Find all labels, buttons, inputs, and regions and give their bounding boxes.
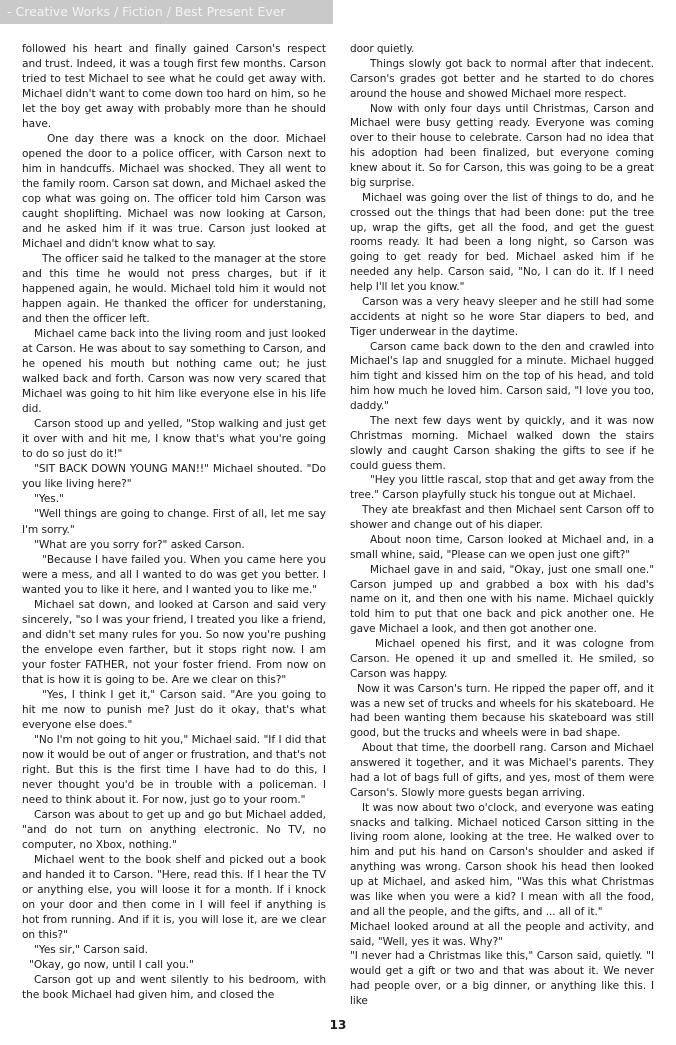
page-number: 13 xyxy=(329,1018,347,1032)
paragraph: followed his heart and finally gained Carson's respect and trust. Indeed, it was a tough first few months. Carson tried to test Michael to see what he could get away with. Michael didn't want to come down too hard on him, so he let the boy get away with probably more than he should have. xyxy=(22,43,326,131)
paragraph: "Hey you little rascal, stop that and get away from the tree." Carson playfully stuck his tongue out at Michael. xyxy=(350,474,654,502)
paragraph: Carson was about to get up and go but Michael added, "and do not turn on anything electronic. No TV, no computer, no Xbox, nothing." xyxy=(22,808,326,851)
paragraph: Michael opened his first, and it was cologne from Carson. He opened it up and smelled it. He smiled, so Carson was happy. xyxy=(350,638,654,680)
paragraph: "Yes sir," Carson said. xyxy=(34,943,148,956)
paragraph: Michael sat down, and looked at Carson and said very sincerely, "so I was your friend, I treated you like a friend, and didn't set many rules for you. So now you're pushing the envelope even farther, but it stops right now. I am your foster FATHER, not your foster friend. From now on that is how it is going to be. Are we clear on this?" xyxy=(22,598,326,686)
paragraph: "Yes." xyxy=(34,493,64,506)
breadcrumb[interactable]: - Creative Works / Fiction / Best Present Ever xyxy=(0,0,333,24)
paragraph: It was now about two o'clock, and everyone was eating snacks and talking. Michael noticed Carson sitting in the living room alone, looking at the tree. He walked over to him and put his hand on Carson's shoulder and asked if anything was wrong. Carson shook his head then looked up at Michael, and asked him, "Was this what Christmas was like when you were a kid? I mean with all the food, and all the people, and the gifts, and ... all of it." xyxy=(350,801,654,918)
paragraph: About noon time, Carson looked at Michael and, in a small whine, said, "Please can we open just one gift?" xyxy=(350,533,654,561)
paragraph: About that time, the doorbell rang. Carson and Michael answered it together, and it was Michael's parents. They had a lot of bags full of gifts, and yes, most of them were Carson's. Slowly more guests began arriving. xyxy=(350,742,654,799)
paragraph: "No I'm not going to hit you," Michael said. "If I did that now it would be out of anger or frustration, and that's not right. But this is the first time I have had to do this, I never thought you'd be in trouble with a policeman. I need to think about it. For now, just go to your room." xyxy=(22,733,326,806)
paragraph: "Well things are going to change. First of all, let me say I'm sorry." xyxy=(22,508,326,536)
paragraph: Michael came back into the living room and just looked at Carson. He was about to say something to Carson, and he opened his mouth but nothing came out; he just walked back and forth. Carson was now very scared that Michael was going to hit him like everyone else in his life did. xyxy=(22,328,326,416)
paragraph: Michael was going over the list of things to do, and he crossed out the things that had been done: put the tree up, wrap the gifts, get all the food, and get the guest rooms ready. It had been a long night, so Carson was going to get ready for bed. Michael asked him if he needed any help. Carson said, "No, I can do it. If I need help I'll let you know." xyxy=(350,191,654,293)
paragraph: Now with only four days until Christmas, Carson and Michael were busy getting ready. Everyone was coming over to their house to celebrate. Carson had no idea that his adoption had been finalized, but everyone coming knew about it. So for Carson, this was going to be a great big surprise. xyxy=(350,102,654,189)
paragraph: Carson was a very heavy sleeper and he still had some accidents at night so he wore Star diapers to bed, and Tiger underwear in the daytime. xyxy=(350,295,654,338)
paragraph: Carson stood up and yelled, "Stop walking and just get it over with and hit me, I know that's what you're going to do so just do it!" xyxy=(22,418,326,461)
right-column xyxy=(350,42,654,1009)
paragraph: They ate breakfast and then Michael sent Carson off to shower and change out of his diaper. xyxy=(350,504,654,531)
paragraph: "SIT BACK DOWN YOUNG MAN!!" Michael shouted. "Do you like living here?" xyxy=(22,463,326,491)
paragraph: Michael looked around at all the people and activity, and said, "Well, yes it was. Why?" xyxy=(350,920,654,948)
paragraph: Carson came back down to the den and crawled into Michael's lap and snuggled for a minute. Michael hugged him tight and kissed him on the top of his head, and told him how much he loved him. Carson said, "I love you too, daddy." xyxy=(350,340,654,412)
paragraph: "Okay, go now, until I call you." xyxy=(29,958,194,971)
paragraph: Carson got up and went silently to his bedroom, with the book Michael had given him, and closed the xyxy=(22,973,326,1001)
paragraph: Now it was Carson's turn. He ripped the paper off, and it was a new set of trucks and wheels for his skateboard. He had been wanting them because his skateboard was still good, but the trucks and wheels were in bad shape. xyxy=(350,682,654,740)
paragraph: "I never had a Christmas like this," Carson said, quietly. "I would get a gift or two and that was about it. We never had people over, or a big dinner, or anything like this. I like xyxy=(350,950,654,1007)
paragraph: "What are you sorry for?" asked Carson. xyxy=(34,538,245,551)
paragraph: door quietly. xyxy=(350,43,415,55)
paragraph: Michael gave in and said, "Okay, just one small one." Carson jumped up and grabbed a box with his dad's name on it, and then one with his name. Michael quickly told him to put that one back and pick another one. He gave Michael a look, and then got another one. xyxy=(350,563,654,636)
paragraph: The next few days went by quickly, and it was now Christmas morning. Michael walked down the stairs slowly and caught Carson shaking the gifts to see if he could guess them. xyxy=(350,414,654,472)
paragraph: Things slowly got back to normal after that indecent. Carson's grades got better and he started to do chores around the house and showed Michael more respect. xyxy=(350,57,654,100)
left-column xyxy=(22,42,326,1003)
paragraph: Michael went to the book shelf and picked out a book and handed it to Carson. "Here, read this. If I hear the TV or anything else, you will loose it for a month. If i knock on your door and then come in I will feel if anything is hot from running. And if it is, you will lose it, are we clear on this?" xyxy=(22,853,326,941)
paragraph: The officer said he talked to the manager at the store and this time he would not press charges, but if it happened again, he would. Michael told him it would not happen again. He thanked the officer for understaning, and then the officer left. xyxy=(22,253,326,326)
paragraph: One day there was a knock on the door. Michael opened the door to a police officer, with Carson next to him in handcuffs. Michael was shocked. They all went to the family room. Carson sat down, and Michael asked the cop what was going on. The officer told him Carson was caught shoplifting. Michael was now looking at Carson, and he asked him if it was true. Carson just looked at Michael and didn't know what to say. xyxy=(22,133,326,251)
paragraph: "Because I have failed you. When you came here you were a mess, and all I wanted to do was get you better. I wanted you to like it here, and I wanted you to like me." xyxy=(22,553,326,596)
paragraph: "Yes, I think I get it," Carson said. "Are you going to hit me now to punish me? Just do it okay, that's what everyone else does." xyxy=(22,688,326,731)
